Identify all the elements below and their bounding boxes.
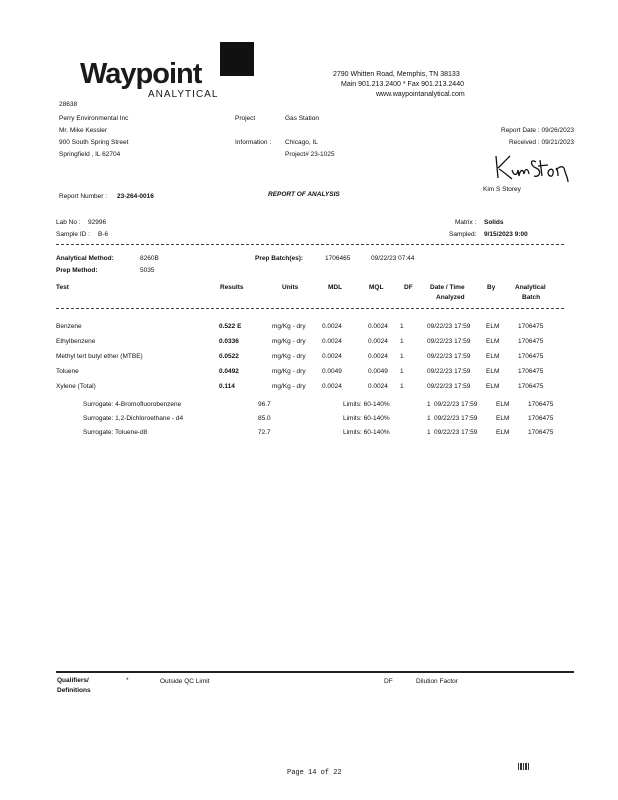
row-result: 0.0492 — [219, 368, 239, 375]
surrogate-analyst: ELM — [496, 415, 510, 422]
page-number: Page 14 of 22 — [287, 769, 342, 777]
row-mdl: 0.0024 — [322, 383, 342, 390]
col-header-units: Units — [282, 284, 299, 291]
qualifier-symbol-outside: * — [126, 677, 129, 684]
row-mql: 0.0024 — [368, 383, 388, 390]
report-number-value: 23-264-0016 — [117, 193, 154, 200]
row-date: 09/22/23 17:59 — [427, 323, 471, 330]
prep-batch-value: 1706465 — [325, 255, 351, 262]
surrogate-value: 96.7 — [258, 401, 271, 408]
row-batch: 1706475 — [518, 368, 544, 375]
project-info-value: Chicago, IL — [285, 139, 318, 146]
client-street: 900 South Spring Street — [59, 139, 129, 146]
divider-footer — [56, 671, 574, 673]
project-number: Project# 23-1025 — [285, 151, 335, 158]
project-label: Project — [235, 115, 256, 122]
row-test-name: Benzene — [56, 323, 82, 330]
divider-sample — [56, 244, 564, 245]
lab-website: www.waypointanalytical.com — [376, 91, 465, 98]
prep-batch-date: 09/22/23 07:44 — [371, 255, 415, 262]
row-units: mg/Kg - dry — [272, 353, 306, 360]
row-result: 0.114 — [219, 383, 235, 390]
surrogate-df: 1 — [427, 415, 431, 422]
report-date: Report Date : 09/26/2023 — [501, 127, 574, 134]
client-name: Perry Environmental Inc — [59, 115, 129, 122]
row-analyst: ELM — [486, 368, 500, 375]
report-number-label: Report Number : — [59, 193, 108, 200]
row-mdl: 0.0024 — [322, 323, 342, 330]
col-header-mdl: MDL — [328, 284, 343, 291]
logo-square-mark — [220, 42, 254, 76]
surrogate-limits: Limits: 60-140% — [343, 429, 390, 436]
col-header-date-line2: Analyzed — [436, 294, 465, 301]
sample-id-label: Sample ID : — [56, 231, 90, 238]
row-mql: 0.0024 — [368, 338, 388, 345]
surrogate-name: Surrogate: Toluene-d8 — [83, 429, 148, 436]
matrix-label: Matrix : — [455, 219, 477, 226]
surrogate-date: 09/22/23 17:59 — [434, 429, 478, 436]
surrogate-df: 1 — [427, 429, 431, 436]
signer-name: Kim S Storey — [483, 186, 521, 193]
col-header-by: By — [487, 284, 496, 291]
surrogate-batch: 1706475 — [528, 401, 554, 408]
row-units: mg/Kg - dry — [272, 383, 306, 390]
row-mdl: 0.0024 — [322, 353, 342, 360]
surrogate-value: 72.7 — [258, 429, 271, 436]
barcode-mark — [518, 763, 530, 770]
qualifier-text-df: Dilution Factor — [416, 678, 458, 685]
surrogate-date: 09/22/23 17:59 — [434, 415, 478, 422]
analytical-method-value: 8260B — [140, 255, 159, 262]
prep-method-value: 5035 — [140, 267, 155, 274]
sampled-value: 9/15/2023 9:00 — [484, 231, 528, 238]
row-df: 1 — [400, 338, 404, 345]
row-test-name: Toluene — [56, 368, 79, 375]
row-date: 09/22/23 17:59 — [427, 338, 471, 345]
row-batch: 1706475 — [518, 383, 544, 390]
row-analyst: ELM — [486, 323, 500, 330]
qualifiers-label-line2: Definitions — [57, 687, 91, 694]
row-analyst: ELM — [486, 338, 500, 345]
col-header-test: Test — [56, 284, 69, 291]
row-mql: 0.0024 — [368, 353, 388, 360]
col-header-batch-line2: Batch — [522, 294, 541, 301]
row-result: 0.0336 — [219, 338, 239, 345]
row-df: 1 — [400, 383, 404, 390]
col-header-batch-line1: Analytical — [515, 284, 546, 291]
row-df: 1 — [400, 323, 404, 330]
row-batch: 1706475 — [518, 338, 544, 345]
client-code: 28638 — [59, 101, 78, 108]
lab-address-line2: Main 901.213.2400 * Fax 901.213.2440 — [341, 81, 464, 88]
qualifier-symbol-df: DF — [384, 678, 393, 685]
col-header-mql: MQL — [369, 284, 384, 291]
prep-method-label: Prep Method: — [56, 267, 98, 274]
surrogate-name: Surrogate: 1,2-Dichloroethane - d4 — [83, 415, 184, 422]
surrogate-analyst: ELM — [496, 401, 510, 408]
sampled-label: Sampled: — [449, 231, 477, 238]
lab-number-label: Lab No : — [56, 219, 81, 226]
col-header-results: Results — [220, 284, 244, 291]
col-header-df: DF — [404, 284, 413, 291]
surrogate-batch: 1706475 — [528, 415, 554, 422]
row-batch: 1706475 — [518, 353, 544, 360]
surrogate-limits: Limits: 60-140% — [343, 415, 390, 422]
row-df: 1 — [400, 353, 404, 360]
received-date: Received : 09/21/2023 — [508, 139, 574, 146]
row-mdl: 0.0049 — [322, 368, 342, 375]
analytical-method-label: Analytical Method: — [56, 255, 114, 262]
row-result: 0.0522 — [219, 353, 239, 360]
prep-batch-label: Prep Batch(es): — [255, 255, 304, 262]
qualifiers-label-line1: Qualifiers/ — [57, 677, 89, 684]
row-date: 09/22/23 17:59 — [427, 383, 471, 390]
row-units: mg/Kg - dry — [272, 323, 306, 330]
sample-id-value: B-6 — [98, 231, 109, 238]
surrogate-date: 09/22/23 17:59 — [434, 401, 478, 408]
row-analyst: ELM — [486, 383, 500, 390]
surrogate-value: 85.0 — [258, 415, 271, 422]
lab-address-line1: 2790 Whitten Road, Memphis, TN 38133 — [333, 71, 460, 78]
project-value: Gas Station — [285, 115, 319, 122]
surrogate-name: Surrogate: 4-Bromofluorobenzene — [83, 401, 182, 408]
row-mql: 0.0049 — [368, 368, 388, 375]
row-analyst: ELM — [486, 353, 500, 360]
client-contact: Mr. Mike Kessler — [59, 127, 108, 134]
col-header-date-line1: Date / Time — [430, 284, 465, 291]
surrogate-limits: Limits: 60-140% — [343, 401, 390, 408]
row-units: mg/Kg - dry — [272, 338, 306, 345]
row-result: 0.522 E — [219, 323, 242, 330]
row-units: mg/Kg - dry — [272, 368, 306, 375]
row-date: 09/22/23 17:59 — [427, 368, 471, 375]
lab-number-value: 92996 — [88, 219, 107, 226]
project-info-label: Information : — [235, 139, 272, 146]
report-title: REPORT OF ANALYSIS — [268, 191, 340, 198]
surrogate-analyst: ELM — [496, 429, 510, 436]
qualifier-text-outside: Outside QC Limit — [160, 678, 210, 685]
row-df: 1 — [400, 368, 404, 375]
surrogate-df: 1 — [427, 401, 431, 408]
client-city: Springfield , IL 62704 — [59, 151, 121, 158]
row-test-name: Ethylbenzene — [56, 338, 96, 345]
matrix-value: Solids — [484, 219, 504, 226]
row-batch: 1706475 — [518, 323, 544, 330]
surrogate-batch: 1706475 — [528, 429, 554, 436]
row-mdl: 0.0024 — [322, 338, 342, 345]
logo-wordmark: Waypoint — [80, 58, 202, 90]
row-test-name: Methyl tert butyl ether (MTBE) — [56, 353, 143, 360]
divider-table-header — [56, 308, 564, 309]
logo-subtitle: ANALYTICAL — [148, 89, 219, 100]
row-date: 09/22/23 17:59 — [427, 353, 471, 360]
row-mql: 0.0024 — [368, 323, 388, 330]
row-test-name: Xylene (Total) — [56, 383, 96, 390]
signature-image — [490, 148, 570, 184]
